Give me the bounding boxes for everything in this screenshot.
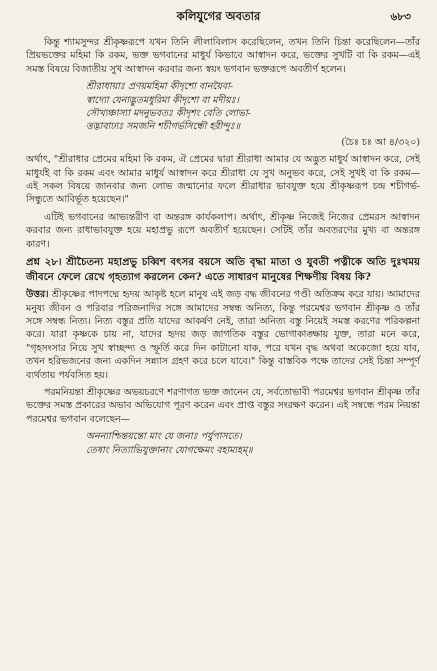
sanskrit-verse-1: [26, 80, 420, 134]
verse-line: ত্তদ্ভাবাঢ্যঃ সমজনি শচীগর্ভসিন্ধৌ হরীন্দুঃ॥: [86, 121, 241, 133]
paragraph-answer: [26, 288, 420, 382]
verse-line: অনন্যাশ্চিন্তয়ন্তো মাং যে জনাঃ পর্যুপাসতে।: [86, 431, 242, 443]
verse-line: সৌখ্যঞ্চাস্যা মদনুভবতঃ কীদৃশং বেতি লোভা-: [86, 108, 251, 120]
verse-line: স্বাদ্যো যেনাদ্ভুতমধুরিমা কীদৃশো বা মদীয়ঃ।: [86, 94, 239, 106]
page-header: [0, 8, 437, 26]
page-number: ৬৮৩: [390, 11, 411, 23]
question-heading: প্রশ্ন ২৮। শ্রীচৈতন্য মহাপ্রভু চব্বিশ বৎসর বয়সে অতি বৃদ্ধা মাতা ও যুবতী পত্নীকে অতি দুঃখময় জীবনে ফেলে রেখে গৃহত্যাগ করলেন কেন? এতে সাধারণ মানুষের শিক্ষণীয় বিষয় কি?: [26, 256, 420, 283]
answer-label: উত্তর।: [26, 289, 49, 301]
verse-line: শ্রীরাধায়াঃ প্রণয়মহিমা কীদৃশো বানয়ৈবা-: [86, 81, 234, 93]
running-title: কলিযুগের অবতার: [176, 9, 261, 23]
verse-line: তেষাং নিত্যাভিযুক্তানাং যোগক্ষেমং বহাম্যহম্॥: [86, 444, 253, 456]
sanskrit-verse-2: [26, 430, 420, 457]
answer-text: শ্রীকৃষ্ণের পাদপদ্মে হৃদয় আকৃষ্ট হলে মানুষ এই জড় বদ্ধ জীবনের গণ্ডী অতিক্রম করে যায়। আমাদের মনুষ্য জীবন ও পরিবার পরিজনাদির সঙ্গে আমাদের সম্বন্ধ অনিত্য, কিন্তু পরমেশ্বর ভগবান শ্রীকৃষ্ণ ও তাঁর সঙ্গে সম্বন্ধ নিত্য। নিত্য বস্তুর প্রতি যাদের আকর্ষণ নেই, তারা অনিত্য বস্তু নিয়েই সমস্ত করণের পরিকল্পনা করে। যারা কৃষ্ণকে চায় না, যাদের হৃদয় জড় জাগতিক বস্তুর ভোগাকাঙ্ক্ষায় যুক্ত, তারা মনে করে, "গৃহসংসার নিয়ে সুখ স্বাচ্ছন্দ্য ও স্ফূর্তি করে দিন কাটানো যাক, পরে যখন বৃদ্ধ অথবা অকেজো হয়ে যাব, তখন হরিভজনের জন্য একদিন সন্ন্যাস গ্রহণ করে চলে যাবে।" কিন্তু বাস্তবিক পক্ষে তাদের সেই চিন্তা সম্পূর্ণ ব্যর্থতায় পর্যবসিত হয়।: [26, 289, 420, 381]
page-body: [26, 36, 420, 460]
paragraph-explanation: এটিই ভগবানের আভ্যন্তরীণ বা অন্তরঙ্গ কার্যকলাপ। অর্থাৎ, শ্রীকৃষ্ণ নিজেই নিজের প্রেমরস আস্বাদন করবার জন্য রাধাভাবযুক্ত হয়ে মহাপ্রভু রূপে অবতীর্ণ হয়েছেন। সেটিই তাঁর অবতরণের মুখ্য বা অন্তরঙ্গ কারণ।: [26, 211, 420, 250]
paragraph-intro: কিন্তু শ্যামসুন্দর শ্রীকৃষ্ণরূপে যখন তিনি লীলাবিলাস করেছিলেন, তখন তিনি চিন্তা করেছিলেন—তাঁর প্রিয়ভক্তের মহিমা কি রকম, ভক্ত ভগবানের মাধুর্য কিভাবে আস্বাদন করে, ভক্তের সুখটি বা কি রকম—এই সমস্ত বিষয়ে বিজাতীয় সুখ আস্বাদন করবার জন্য স্বয়ং ভগবান ভক্তরূপে অবতীর্ণ হলেন।: [26, 37, 420, 75]
paragraph-translation: অর্থাৎ, "শ্রীরাধার প্রেমের মহিমা কি রকম, ঐ প্রেমের দ্বারা শ্রীরাধা আমার যে অদ্ভুত মাধুর্য আস্বাদন করে, সেই মাধুর্যই বা কি রকম এবং আমার মাধুর্য আস্বাদন করে শ্রীরাধা যে সুখ অনুভব করে, সেই সুখই বা কি রকম—এই সকল বিষয়ে জানবার জন্য লোভ জন্মানোর ফলে শ্রীরাধার ভাবযুক্ত হয়ে শ্রীকৃষ্ণরূপ চন্দ্র শচীগর্ভ-সিন্ধুতে আবির্ভূত হয়েছেন।": [26, 154, 420, 206]
paragraph-closing: পরমনিয়ন্তা শ্রীকৃষ্ণের অভয়চরণে শরণাগত ভক্ত জানেন যে, সর্বতোভাবী পরমেশ্বর ভগবান শ্রীকৃষ্ণ তাঁর ভক্তের সমস্ত প্রকারের অভাব অভিযোগ পূরণ করেন এবং প্রাপ্ত বস্তুর সংরক্ষণ করেন। এই সম্বন্ধে পরম নিয়ন্তা পরমেশ্বর ভগবান বলেছেন—: [26, 386, 420, 425]
verse-reference: (চৈঃ চঃ আ ৪/৩২০): [341, 136, 420, 148]
